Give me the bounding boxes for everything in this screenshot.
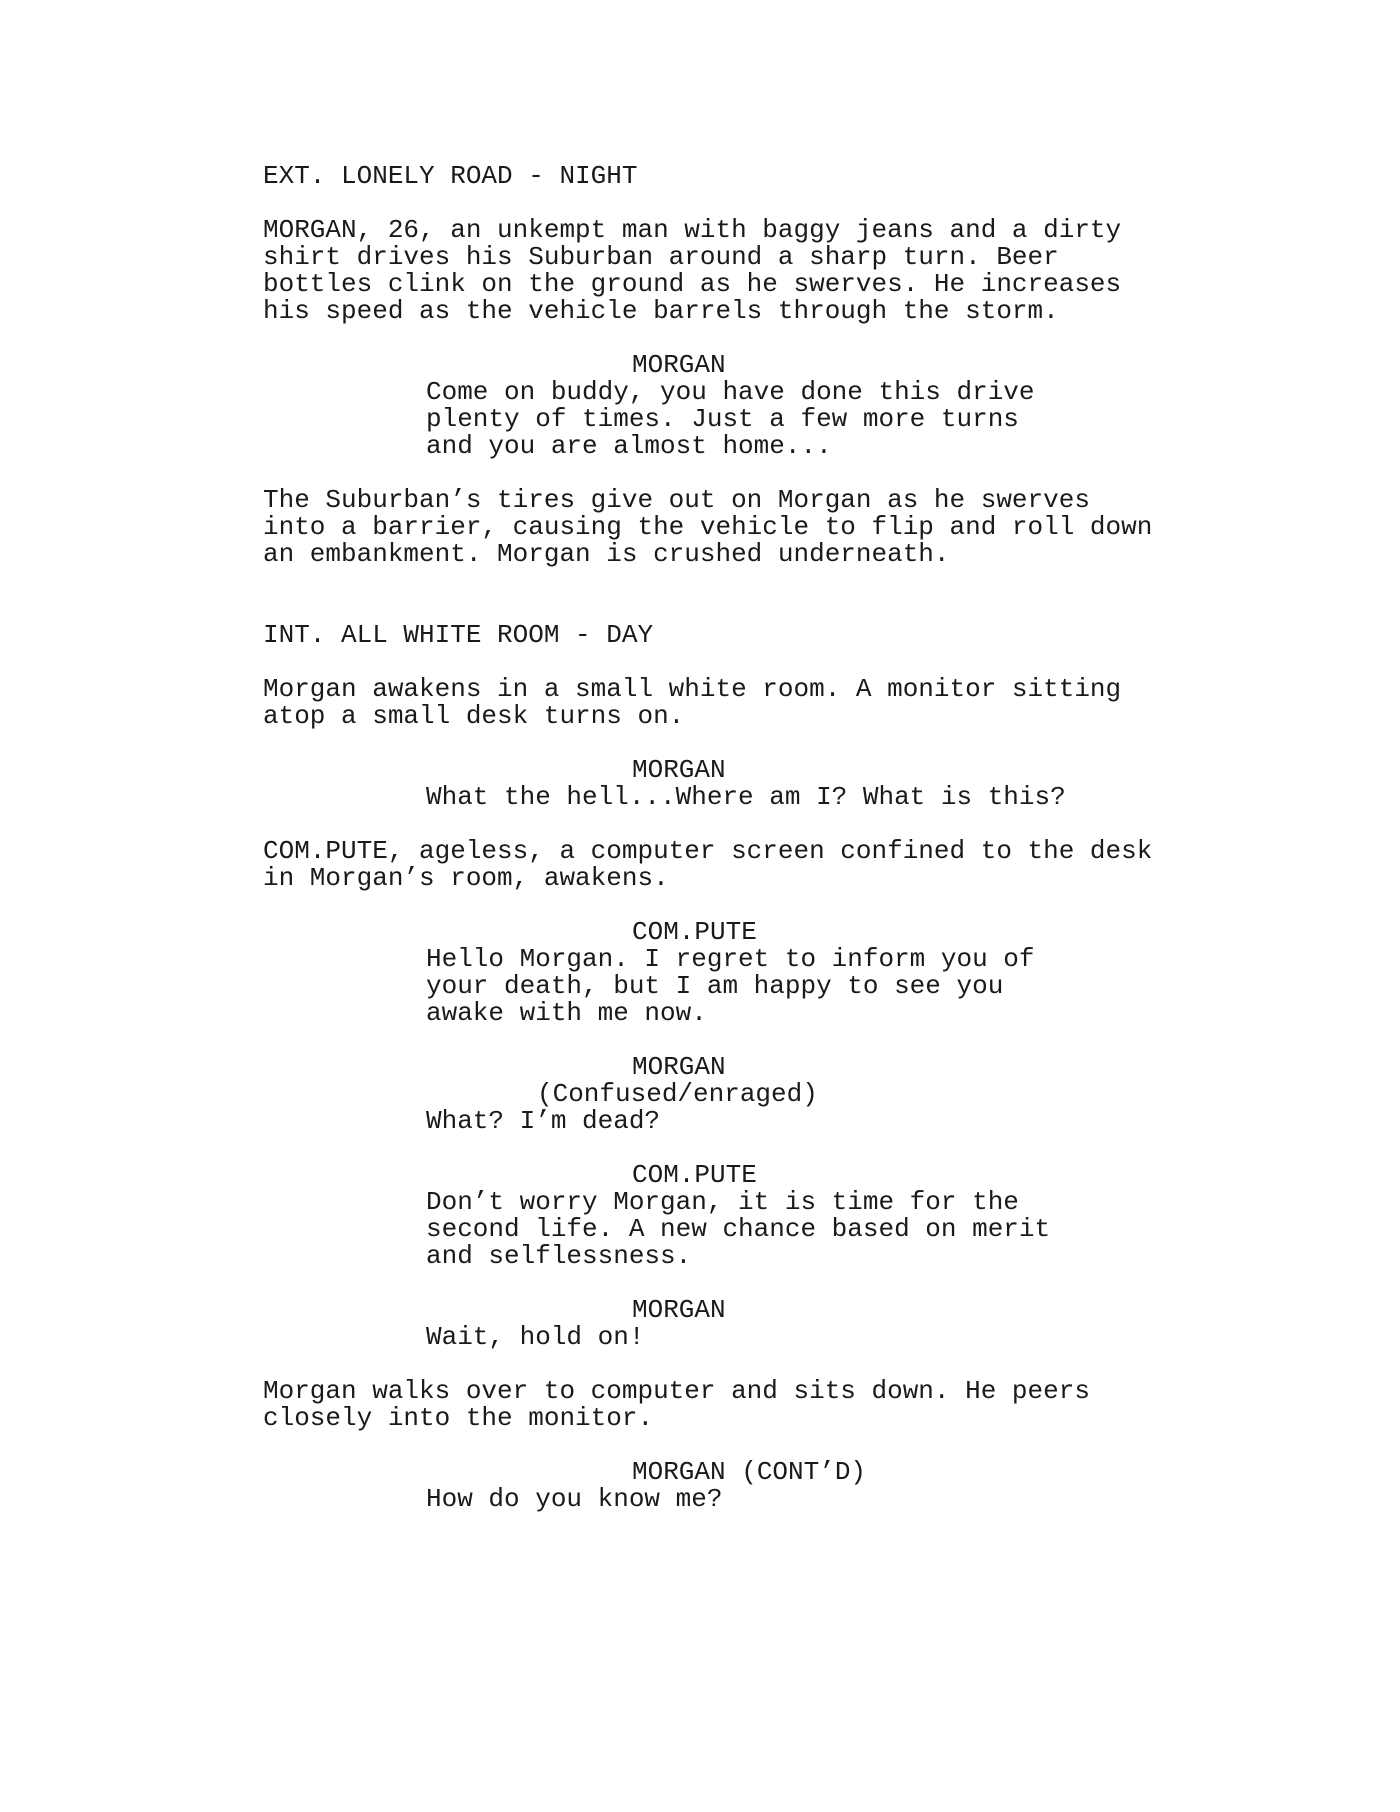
scene-heading: EXT. LONELY ROAD - NIGHT — [263, 161, 638, 191]
dialogue-line: and selflessness. — [426, 1241, 692, 1271]
parenthetical: (Confused/enraged) — [537, 1079, 818, 1109]
action-line: his speed as the vehicle barrels through the storm. — [263, 296, 1059, 326]
dialogue-line: How do you know me? — [426, 1484, 723, 1514]
character-name: MORGAN — [632, 1052, 726, 1082]
dialogue-line: and you are almost home... — [426, 431, 832, 461]
dialogue-line: Don’t worry Morgan, it is time for the — [426, 1187, 1019, 1217]
character-name: COM.PUTE — [632, 1160, 757, 1190]
action-line: Morgan walks over to computer and sits down. He peers — [263, 1376, 1090, 1406]
action-line: an embankment. Morgan is crushed underneath. — [263, 539, 950, 569]
scene-heading: INT. ALL WHITE ROOM - DAY — [263, 620, 654, 650]
action-line: atop a small desk turns on. — [263, 701, 685, 731]
character-name: MORGAN — [632, 755, 726, 785]
dialogue-line: awake with me now. — [426, 998, 707, 1028]
character-name: MORGAN (CONT’D) — [632, 1457, 867, 1487]
dialogue-line: What the hell...Where am I? What is this? — [426, 782, 1066, 812]
dialogue-line: Hello Morgan. I regret to inform you of — [426, 944, 1035, 974]
action-line: MORGAN, 26, an unkempt man with baggy jeans and a dirty — [263, 215, 1122, 245]
action-line: bottles clink on the ground as he swerves. He increases — [263, 269, 1122, 299]
action-line: COM.PUTE, ageless, a computer screen confined to the desk — [263, 836, 1153, 866]
character-name: COM.PUTE — [632, 917, 757, 947]
dialogue-line: second life. A new chance based on merit — [426, 1214, 1051, 1244]
action-line: in Morgan’s room, awakens. — [263, 863, 669, 893]
dialogue-line: plenty of times. Just a few more turns — [426, 404, 1019, 434]
action-line: Morgan awakens in a small white room. A monitor sitting — [263, 674, 1122, 704]
dialogue-line: Wait, hold on! — [426, 1322, 645, 1352]
dialogue-line: Come on buddy, you have done this drive — [426, 377, 1035, 407]
dialogue-line: What? I’m dead? — [426, 1106, 661, 1136]
character-name: MORGAN — [632, 350, 726, 380]
action-line: into a barrier, causing the vehicle to flip and roll down — [263, 512, 1153, 542]
dialogue-line: your death, but I am happy to see you — [426, 971, 1004, 1001]
character-name: MORGAN — [632, 1295, 726, 1325]
action-line: shirt drives his Suburban around a sharp turn. Beer — [263, 242, 1059, 272]
action-line: closely into the monitor. — [263, 1403, 654, 1433]
action-line: The Suburban’s tires give out on Morgan as he swerves — [263, 485, 1090, 515]
